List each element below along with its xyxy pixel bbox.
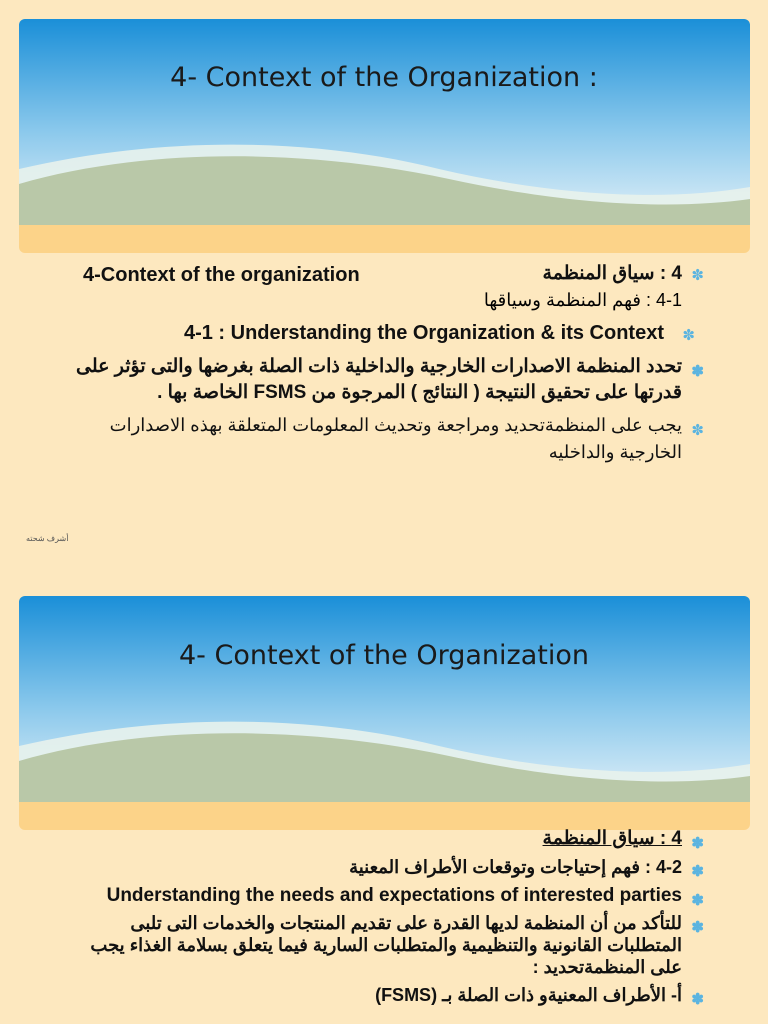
bullet-review-update-text: يجب على المنظمةتحديد ومراجعة وتحديث المعلومات المتعلقة بهذه الاصدارات الخارجية والداخليه: [109, 415, 682, 462]
bullet-parties-fsms-text: أ- الأطراف المعنيةو ذات الصلة بـ (FSMS): [375, 985, 682, 1005]
slide-2-title: 4- Context of the Organization: [179, 640, 589, 671]
bullet-star-icon: ✽: [691, 363, 704, 380]
banner-background: [19, 596, 750, 830]
bullet-review-update: [75, 412, 704, 466]
bullet-context-text: 4 : سياق المنظمة: [542, 828, 682, 849]
banner-background: [19, 19, 750, 253]
heading-arabic: 4 : سياق المنظمة: [542, 263, 682, 284]
bullet-star-icon: ✽: [691, 267, 704, 284]
bullet-star-icon: ✽: [682, 327, 695, 344]
bullet-star-icon: ✽: [691, 892, 704, 909]
slide-2-bullets: [75, 826, 704, 1008]
bullet-ensure-text: للتأكد من أن المنظمة لديها القدرة على تقديم المنتجات والخدمات التى تلبى المتطلبات القانونية والتنظيمية والمتطلبات السارية فيما يتعلق بسلامة الغذاء يجب على المنظمةتحديد :: [90, 913, 682, 977]
slide-1-title: 4- Context of the Organization :: [170, 62, 598, 93]
bullet-understanding: [75, 320, 695, 354]
bullet-parties-fsms: [75, 982, 704, 1008]
bullet-interested-parties-ar: [75, 854, 704, 880]
bullet-star-icon: ✽: [691, 835, 704, 852]
bullet-star-icon: ✽: [691, 991, 704, 1008]
slide-1-banner: [19, 19, 750, 253]
slide-2-banner: [19, 596, 750, 830]
bullet-context: [75, 826, 704, 852]
slide-1-bullets: [75, 262, 704, 466]
bullet-understanding-text: 4-1 : Understanding the Organization & its Context: [183, 322, 664, 344]
bullet-star-icon: ✽: [691, 422, 704, 439]
bullet-star-icon: ✽: [691, 919, 704, 936]
heading-english: 4-Context of the organization: [83, 264, 360, 286]
bullet-external-internal-text: تحدد المنظمة الاصدارات الخارجية والداخلية ذات الصلة بغرضها والتى تؤثر على قدرتها على تحقيق النتيجة ( النتائج ) المرجوة من FSMS الخاصة بها .: [76, 356, 682, 403]
bullet-ensure: [75, 912, 704, 978]
bullet-interested-parties-en-text: Understanding the needs and expectations of interested parties: [106, 885, 682, 906]
slide-2: [0, 560, 768, 1024]
sub-heading-arabic: 4-1 : فهم المنظمة وسياقها: [483, 290, 682, 310]
bullet-heading: [75, 262, 704, 290]
bullet-interested-parties-en: [75, 884, 704, 909]
author-caption: أشرف شحته: [26, 534, 69, 543]
bullet-star-icon: ✽: [691, 863, 704, 880]
bullet-external-internal: [75, 354, 704, 406]
bullet-interested-parties-ar-text: 4-2 : فهم إحتياجات وتوقعات الأطراف المعنية: [349, 857, 682, 877]
